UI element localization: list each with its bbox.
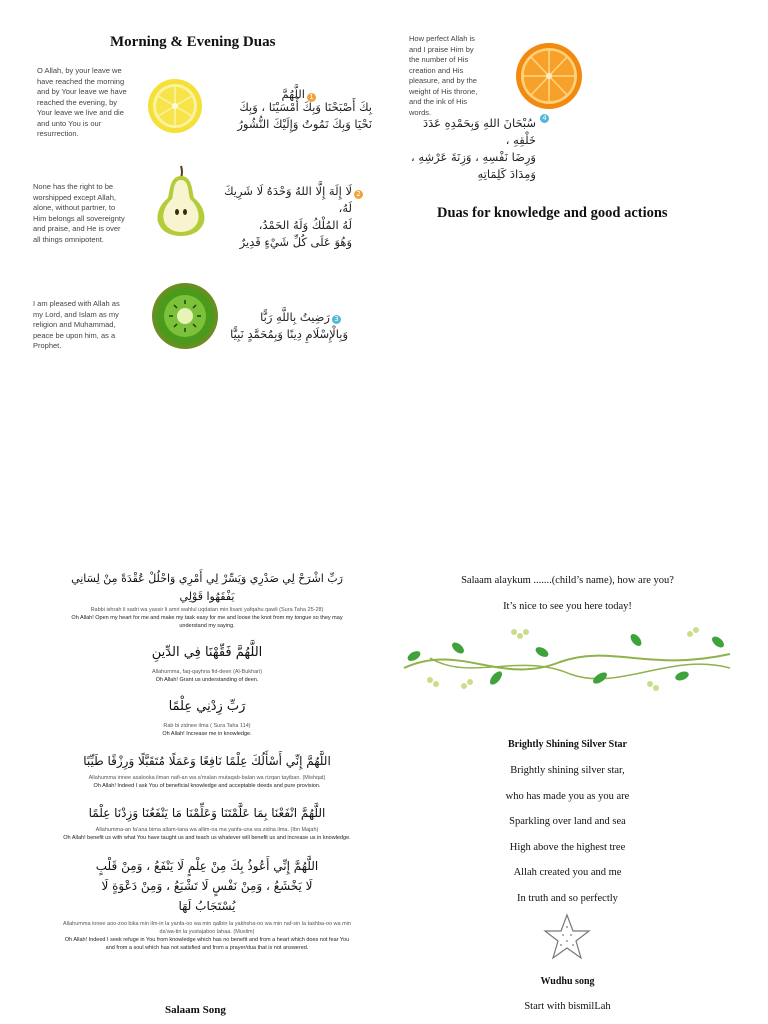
star-song-lines xyxy=(400,765,735,918)
dua-2-number: 2 xyxy=(351,186,366,204)
knowledge-duas xyxy=(62,570,352,952)
knowledge-dua: اللَّهُمَّ إِنِّي أَعُوذُ بِكَ مِنْ عِلْمٍ لَا يَنْفَعُ ، وَمِنْ قَلْبٍ لَا يَخْشَعُ ، وَمِنْ نَفْسٍ لَا تَشْبَعُ ، وَمِنْ دَعْوَةٍ لَا يُسْتَجَابُ لَهَا Allahumma innee aoo-zoo bika min ilm-in la yanfa-oo wa min qalbin la yakhsha-oo wa min naf-sin la tashba-oo wa min da'wa-tin la yustajaboo lahaa. (Muslim) Oh Allah! Indeed I seek refuge in You from knowledge which has no benefit and from a heart which does not fear You and from a soul which has not satisfied and from a prayer/dua that is not answered. xyxy=(63,859,351,951)
dua-4-english: How perfect Allah is and I praise Him by the number of His creation and His pleasure, and by the weight of His throne, and the ink of His words. xyxy=(409,34,478,117)
dua-1-arabic-lines: بِكَ أَصْبَحْنَا وَبِكَ أَمْسَيْنَا ، وَبِكَ نَحْيَا وَبِكَ نَمُوتُ وَإِلَيْكَ النُّشُورُ xyxy=(237,100,372,131)
lemon-slice-image xyxy=(147,78,203,134)
song-line: High above the highest tree xyxy=(509,841,626,853)
greeting-line: Salaam alaykum .......(child’s name), how are you? xyxy=(461,575,674,586)
vine-decoration xyxy=(400,622,736,698)
star-song-title: Brightly Shining Silver Star xyxy=(507,739,627,750)
knowledge-title: Duas for knowledge and good actions xyxy=(437,205,668,221)
dua-4-number: 4 xyxy=(537,110,552,128)
wudhu-line: Start with bismilLah xyxy=(524,1001,611,1012)
dua-2-english: None has the right to be worshipped except Allah, alone, without partner, to Him belongs all sovereignty and praise, and He is over all things omnipotent. xyxy=(33,182,125,244)
song-line: who has made you as you are xyxy=(505,790,630,802)
salaam-song-title: Salaam Song xyxy=(165,1004,226,1016)
dua-3-english: I am pleased with Allah as my Lord, and Islam as my religion and Muhammad, peace be upon him, as a Prophet. xyxy=(33,299,120,350)
wudhu-title: Wudhu song xyxy=(540,976,595,987)
dua-3-arabic-line2: وَبِالْإِسْلَامِ دِينًا وَبِمُحَمَّدٍ نَبِيًّا xyxy=(230,327,348,341)
kiwi-slice-image xyxy=(151,282,219,350)
orange-slice-image xyxy=(515,42,583,110)
dua-1-arabic: اللَّهُمَّ xyxy=(281,87,305,101)
nice-line: It’s nice to see you here today! xyxy=(503,601,632,612)
knowledge-dua: رَبِّ اشْرَحْ لِي صَدْرِي وَيَسِّرْ لِي أَمْرِي وَاحْلُلْ عُقْدَةً مِنْ لِسَانِي يَفْقَهُوا قَوْلِي Rabbi ishrah li sadri wa yassir li amri wahlul uqdatan min lisani yafqahu qawli (Sura Taha 25-28) Oh Allah! Open my heart for me and make my task easy for me and loose the knot from my tongue so they may understand my saying. xyxy=(71,572,343,629)
morning-title: Morning & Evening Duas xyxy=(110,34,276,50)
dua-3-number: 3 xyxy=(329,311,344,329)
song-line: Sparkling over land and sea xyxy=(509,816,626,827)
knowledge-dua: اللَّهُمَّ انْفَعْنَا بِمَا عَلَّمْتَنَا وَعَلِّمْنَا مَا يَنْفَعُنَا وَزِدْنَا عِلْمًا Allahumma-an fa'ana bima allam-tana wa allim-na ma yanfa-una wa zidna ilma. (Ibn Majah) Oh Allah! benefit us with what You have taught us and teach us whatever will benefit us and increase us in knowledge. xyxy=(63,806,351,841)
pear-image xyxy=(152,164,210,238)
knowledge-dua: اللَّهُمَّ إِنِّي أَسْأَلُكَ عِلْمًا نَافِعًا وَعَمَلًا مُتَقَبَّلًا وَرِزْقًا طَيِّبًا Allahumma innee asalooka ilman nafi-an wa a'malan mutaqab-balan wa rizqan tayiban. (Mishqat) Oh Allah! Indeed I ask You of beneficial knowledge and acceptable deeds and pure provision. xyxy=(83,754,331,789)
song-line: Brightly shining silver star, xyxy=(510,765,625,776)
dua-3-arabic: رَضِيتُ بِاللَّهِ رَبًّا xyxy=(260,310,330,324)
knowledge-dua: رَبِّ زِدْنِي عِلْمًا Rab bi zidnee ilma ( Sura Taha 114) Oh Allah! Increase me in knowledge. xyxy=(162,699,252,737)
dua-1-english: O Allah, by your leave we have reached the morning and by Your leave we have reached the evening, by Your leave we live and die and unto You is our resurrection. xyxy=(37,66,127,138)
dua-4-arabic: سُبْحَانَ اللهِ وَبِحَمْدِهِ عَدَدَ خَلْقِهِ ، وَرِضَا نَفْسِهِ ، وَزِنَةَ عَرْشِهِ ، وَمِدَادَ كَلِمَاتِهِ xyxy=(410,116,536,181)
dua-1-number: 1 xyxy=(304,89,319,107)
knowledge-dua: اللَّهُمَّ فَقِّهْنَا فِي الدِّينِ Allahumma, faq-qayhna fid-deen (Al-Bukhari) Oh Allah! Grant us understanding of deen. xyxy=(151,645,263,683)
dua-2-arabic: لَا إِلَهَ إِلَّا اللهُ وَحْدَهُ لَا شَرِيكَ لَهُ، لَهُ المُلْكُ وَلَهُ الحَمْدُ، وَهُوَ عَلَى كُلِّ شَيْءٍ قَدِيرٌ xyxy=(224,184,352,249)
star-icon xyxy=(543,913,591,961)
song-line: In truth and so perfectly xyxy=(517,892,618,904)
song-line: Allah created you and me xyxy=(513,867,622,878)
